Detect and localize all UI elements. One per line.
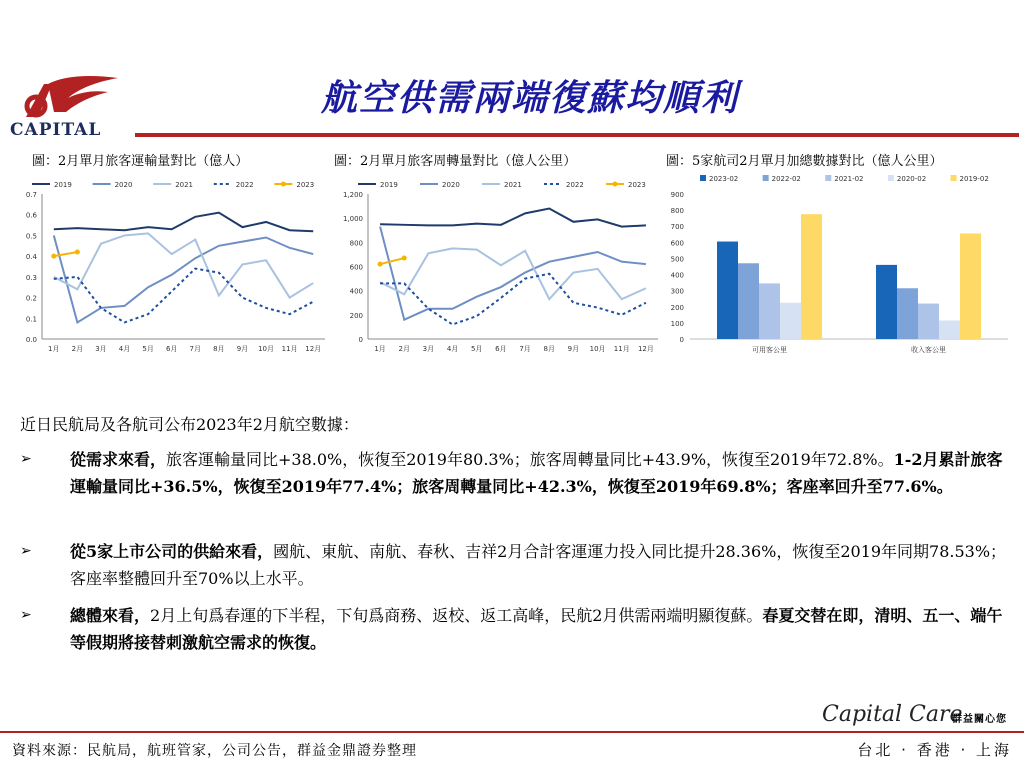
intro-text: 近日民航局及各航司公布2023年2月航空數據： (20, 415, 359, 434)
legend-swatch (825, 175, 831, 181)
y-tick-label: 400 (670, 271, 684, 280)
x-tick-label: 1月 (48, 345, 60, 353)
bullet-supply (20, 538, 1010, 592)
y-tick-label: 0.4 (25, 253, 37, 262)
page-title: 航空供需兩端復蘇均順利 (320, 77, 739, 119)
legend-label: 2020-02 (896, 175, 927, 183)
y-tick-label: 1,200 (342, 191, 363, 199)
legend-label: 2021 (504, 181, 522, 189)
legend-label: 2022 (566, 181, 584, 189)
bar-2020-02 (780, 303, 801, 339)
series-line-2022 (54, 269, 313, 323)
x-tick-label: 10月 (589, 345, 606, 353)
legend-swatch (951, 175, 957, 181)
legend-marker (281, 182, 286, 187)
x-tick-label: 8月 (213, 345, 225, 353)
x-tick-label: 9月 (567, 345, 580, 353)
x-tick-label: 12月 (637, 345, 654, 353)
overall-outlook: 春夏交替在即，清明、五一、端午等假期將接替刺激航空需求的恢復。 (70, 606, 1003, 652)
chart2-caption: 圖：2月單月旅客周轉量對比（億人公里） (334, 154, 577, 169)
y-tick-label: 0.5 (25, 232, 37, 241)
y-tick-label: 500 (670, 255, 684, 264)
header-divider (135, 133, 1019, 137)
x-tick-label: 可用客公里 (752, 346, 787, 354)
y-tick-label: 200 (670, 303, 684, 312)
y-tick-label: 600 (349, 263, 363, 272)
y-tick-label: 600 (670, 239, 684, 248)
y-tick-label: 100 (670, 319, 684, 328)
x-tick-label: 1月 (374, 345, 386, 353)
capital-care-slogan: 群益關心您 (952, 714, 1007, 725)
data-point-2023 (51, 254, 56, 259)
legend-swatch (700, 175, 706, 181)
series-line-2019 (380, 209, 646, 227)
bar-2023-02 (876, 265, 897, 339)
arrow-bullet-icon: ➢ (20, 607, 32, 623)
supply-text: 國航、東航、南航、春秋、吉祥2月合計客運運力投入同比提升28.36%，恢復至2019年同期78.53%；客座率整體回升至70%以上水平。 (70, 542, 1007, 588)
y-tick-label: 900 (670, 191, 684, 199)
logo-text: CAPITAL (10, 120, 102, 140)
x-tick-label: 7月 (519, 345, 531, 353)
bar-2019-02 (801, 214, 822, 339)
y-tick-label: 400 (349, 287, 363, 296)
x-tick-label: 2月 (398, 345, 410, 353)
data-point-2023 (378, 262, 383, 267)
overall-heading: 總體來看， (70, 606, 151, 625)
bullet-demand (20, 446, 1010, 500)
bar-2021-02 (918, 304, 939, 339)
legend-label: 2022-02 (771, 175, 801, 183)
x-tick-label: 2月 (71, 345, 84, 353)
y-tick-label: 0.0 (25, 336, 37, 344)
series-line-2020 (54, 235, 313, 322)
source-note: 資料來源：民航局，航班管家，公司公告，群益金鼎證券整理 (12, 743, 417, 759)
legend-swatch (888, 175, 894, 181)
demand-cumulative: 1-2月累計旅客運輸量同比+36.5%，恢復至2019年77.4%；旅客周轉量同比+42.3%，恢復至2019年69.8%；客座率回升至77.6%。 (70, 450, 1003, 496)
y-tick-label: 0 (679, 336, 684, 344)
series-line-2023 (54, 252, 78, 256)
legend-label: 2019 (54, 181, 72, 189)
x-tick-label: 10月 (258, 345, 275, 353)
y-tick-label: 1,000 (342, 215, 363, 224)
arrow-bullet-icon: ➢ (20, 451, 32, 467)
bar-2019-02 (960, 233, 981, 339)
bar-2022-02 (738, 263, 759, 339)
y-tick-label: 200 (349, 311, 363, 320)
legend-label: 2023 (296, 181, 315, 189)
bar-2021-02 (759, 283, 780, 339)
data-point-2023 (75, 250, 80, 255)
demand-text: 旅客運輸量同比+38.0%，恢復至2019年80.3%；旅客周轉量同比+43.9%，恢復至2019年72.8%。 (166, 450, 894, 469)
y-tick-label: 800 (349, 239, 363, 248)
x-tick-label: 收入客公里 (911, 346, 946, 354)
legend-label: 2019 (380, 181, 398, 189)
x-tick-label: 5月 (142, 345, 154, 353)
y-tick-label: 0.6 (25, 211, 37, 220)
footer-divider (0, 731, 1024, 733)
chart3-caption: 圖：5家航司2月單月加總數據對比（億人公里） (666, 154, 943, 169)
y-tick-label: 0.1 (25, 315, 37, 324)
x-tick-label: 11月 (281, 345, 298, 353)
office-cities: 台北 · 香港 · 上海 (857, 741, 1012, 759)
x-tick-label: 3月 (95, 345, 107, 353)
y-tick-label: 700 (670, 223, 684, 232)
legend-label: 2021 (175, 181, 194, 189)
overall-text: 2月上旬爲春運的下半程，下旬爲商務、返校、返工高峰，民航2月供需兩端明顯復蘇。 (150, 606, 763, 625)
legend-label: 2022 (235, 181, 254, 189)
legend-marker (613, 182, 618, 187)
legend-label: 2020 (114, 181, 133, 189)
bar-2022-02 (897, 288, 918, 339)
legend-swatch (763, 175, 769, 181)
bar-2020-02 (939, 320, 960, 339)
capital-care-logo: Capital Care (822, 702, 963, 727)
legend-label: 2019-02 (959, 175, 989, 183)
series-line-2022 (380, 274, 646, 325)
x-tick-label: 6月 (165, 345, 178, 353)
x-tick-label: 3月 (422, 345, 435, 353)
legend-label: 2020 (442, 181, 460, 189)
chart1-caption: 圖：2月單月旅客運輸量對比（億人） (32, 154, 249, 169)
x-tick-label: 8月 (543, 345, 555, 353)
series-line-2020 (380, 227, 646, 320)
demand-heading: 從需求來看， (70, 450, 167, 469)
y-tick-label: 800 (670, 207, 684, 216)
series-line-2019 (54, 213, 313, 232)
arrow-bullet-icon: ➢ (20, 543, 32, 559)
x-tick-label: 9月 (236, 345, 249, 353)
y-tick-label: 300 (670, 287, 684, 296)
y-tick-label: 0.7 (25, 191, 37, 199)
legend-label: 2023 (628, 181, 646, 189)
bar-2023-02 (717, 242, 738, 339)
x-tick-label: 4月 (118, 345, 131, 353)
chart-airline-aggregate (668, 170, 1018, 369)
x-tick-label: 7月 (189, 345, 202, 353)
y-tick-label: 0 (358, 336, 363, 344)
x-tick-label: 5月 (471, 345, 483, 353)
x-tick-label: 12月 (305, 345, 322, 353)
x-tick-label: 4月 (446, 345, 459, 353)
data-point-2023 (402, 256, 407, 261)
legend-label: 2021-02 (834, 175, 864, 183)
legend-label: 2023-02 (709, 175, 739, 183)
chart-passenger-turnover (338, 170, 663, 369)
x-tick-label: 11月 (613, 345, 630, 353)
bullet-overall (20, 602, 1010, 656)
y-tick-label: 0.2 (25, 294, 37, 303)
chart-passenger-volume (20, 170, 330, 369)
y-tick-label: 0.3 (25, 273, 37, 282)
series-line-2023 (380, 258, 404, 264)
x-tick-label: 6月 (495, 345, 507, 353)
supply-heading: 從5家上市公司的供給來看， (70, 542, 274, 561)
